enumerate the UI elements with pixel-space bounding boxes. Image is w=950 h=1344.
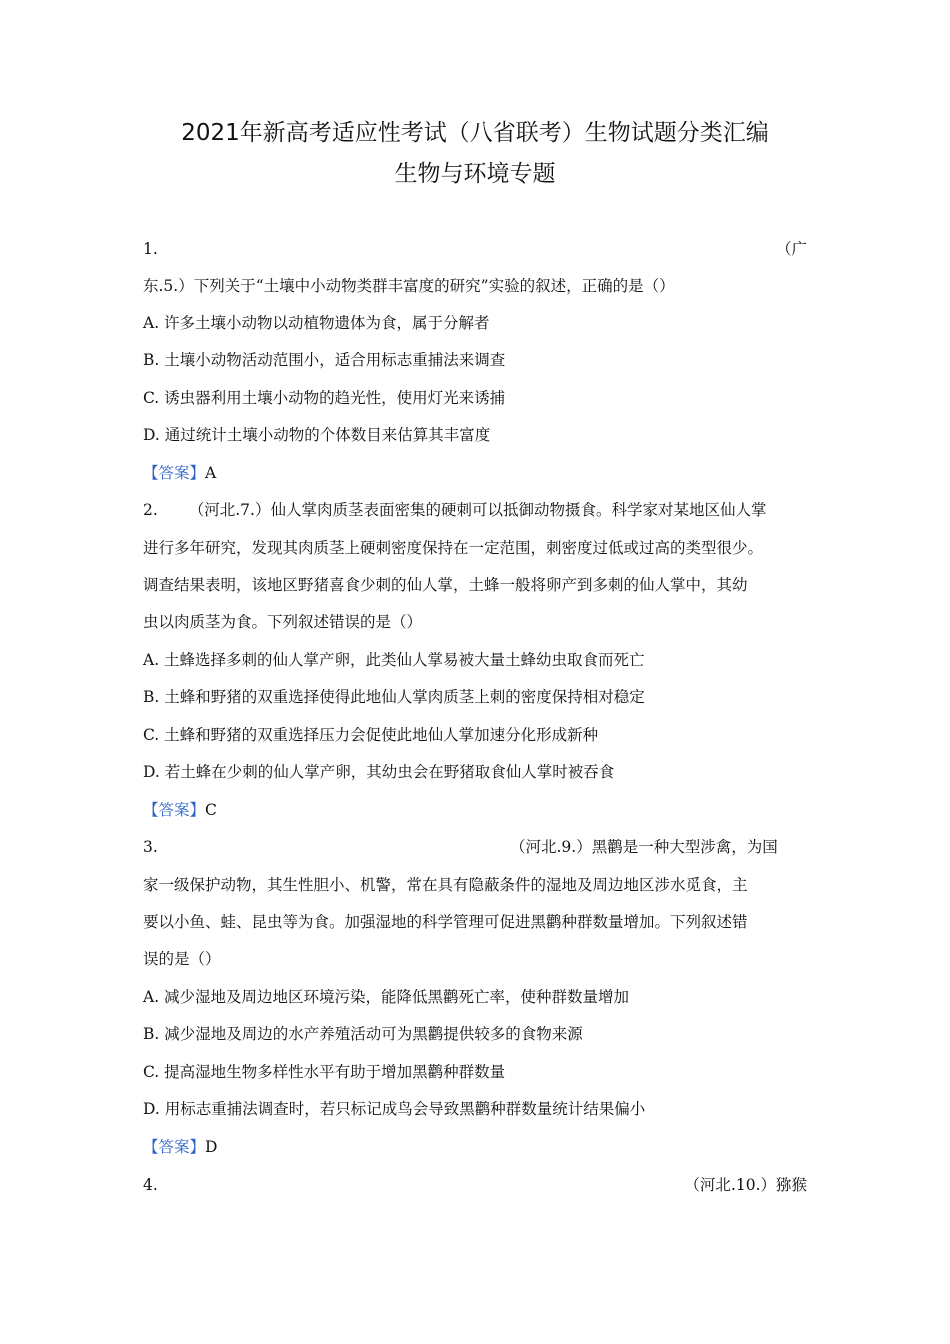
- question-3-source: （河北.9.）黑鹳是一种大型涉禽，为国: [510, 838, 778, 856]
- question-1-option-b: B. 土壤小动物活动范围小，适合用标志重捕法来调查: [143, 351, 506, 369]
- question-1-stem-line: 东.5.）下列关于“土壤中小动物类群丰富度的研究”实验的叙述，正确的是（）: [143, 277, 675, 295]
- question-1-number: 1.: [143, 240, 158, 258]
- question-1-option-a: A. 许多土壤小动物以动植物遗体为食，属于分解者: [143, 314, 490, 332]
- question-1-header: [143, 237, 807, 261]
- answer-label: 【答案】: [143, 1138, 206, 1156]
- question-3-number: 3.: [143, 838, 158, 856]
- answer-value: C: [205, 801, 217, 819]
- document-title: 2021年新高考适应性考试（八省联考）生物试题分类汇编: [181, 120, 769, 146]
- question-3-stem-line: 误的是（）: [143, 950, 221, 968]
- question-2-stem-line: 进行多年研究，发现其肉质茎上硬刺密度保持在一定范围，刺密度过低或过高的类型很少。: [143, 539, 764, 557]
- question-1-option-d: D. 通过统计土壤小动物的个体数目来估算其丰富度: [143, 426, 491, 444]
- question-2-option-b: B. 土蜂和野猪的双重选择使得此地仙人掌肉质茎上刺的密度保持相对稳定: [143, 688, 645, 706]
- question-3-header: [143, 835, 807, 859]
- question-2-header: [143, 498, 807, 522]
- question-2-source: （河北.7.）仙人掌肉质茎表面密集的硬刺可以抵御动物摄食。科学家对某地区仙人掌: [188, 501, 767, 519]
- question-1-answer: [143, 461, 807, 485]
- question-3-option-a: A. 减少湿地及周边地区环境污染，能降低黑鹳死亡率，使种群数量增加: [143, 988, 630, 1006]
- question-2-stem-line: 虫以肉质茎为食。下列叙述错误的是（）: [143, 613, 423, 631]
- question-3-answer: [143, 1135, 807, 1159]
- question-3-stem-line: 要以小鱼、蛙、昆虫等为食。加强湿地的科学管理可促进黑鹳种群数量增加。下列叙述错: [143, 913, 748, 931]
- answer-value: A: [205, 464, 217, 482]
- question-3-stem-line: 家一级保护动物，其生性胆小、机警，常在具有隐蔽条件的湿地及周边地区涉水觅食，主: [143, 876, 748, 894]
- question-1-option-c: C. 诱虫器利用土壤小动物的趋光性，使用灯光来诱捕: [143, 389, 506, 407]
- document-subtitle: 生物与环境专题: [394, 161, 556, 187]
- question-4-header: [143, 1173, 807, 1197]
- question-3-option-c: C. 提高湿地生物多样性水平有助于增加黑鹳种群数量: [143, 1063, 506, 1081]
- question-2-option-d: D. 若土蜂在少刺的仙人掌产卵，其幼虫会在野猪取食仙人掌时被吞食: [143, 763, 615, 781]
- question-2-option-c: C. 土蜂和野猪的双重选择压力会促使此地仙人掌加速分化形成新种: [143, 726, 599, 744]
- question-2-answer: [143, 798, 807, 822]
- question-3-option-d: D. 用标志重捕法调查时，若只标记成鸟会导致黑鹳种群数量统计结果偏小: [143, 1100, 646, 1118]
- question-2-option-a: A. 土蜂选择多刺的仙人掌产卵，此类仙人掌易被大量土蜂幼虫取食而死亡: [143, 651, 645, 669]
- question-4-number: 4.: [143, 1176, 158, 1194]
- question-2-stem-line: 调查结果表明，该地区野猪喜食少刺的仙人掌，土蜂一般将卵产到多刺的仙人掌中，其幼: [143, 576, 748, 594]
- question-1-source: （广: [775, 240, 807, 258]
- answer-value: D: [205, 1138, 218, 1156]
- answer-label: 【答案】: [143, 801, 206, 819]
- answer-label: 【答案】: [143, 464, 206, 482]
- question-2-number: 2.: [143, 501, 158, 519]
- question-4-source: （河北.10.）猕猴: [684, 1176, 807, 1194]
- question-3-option-b: B. 减少湿地及周边的水产养殖活动可为黑鹳提供较多的食物来源: [143, 1025, 583, 1043]
